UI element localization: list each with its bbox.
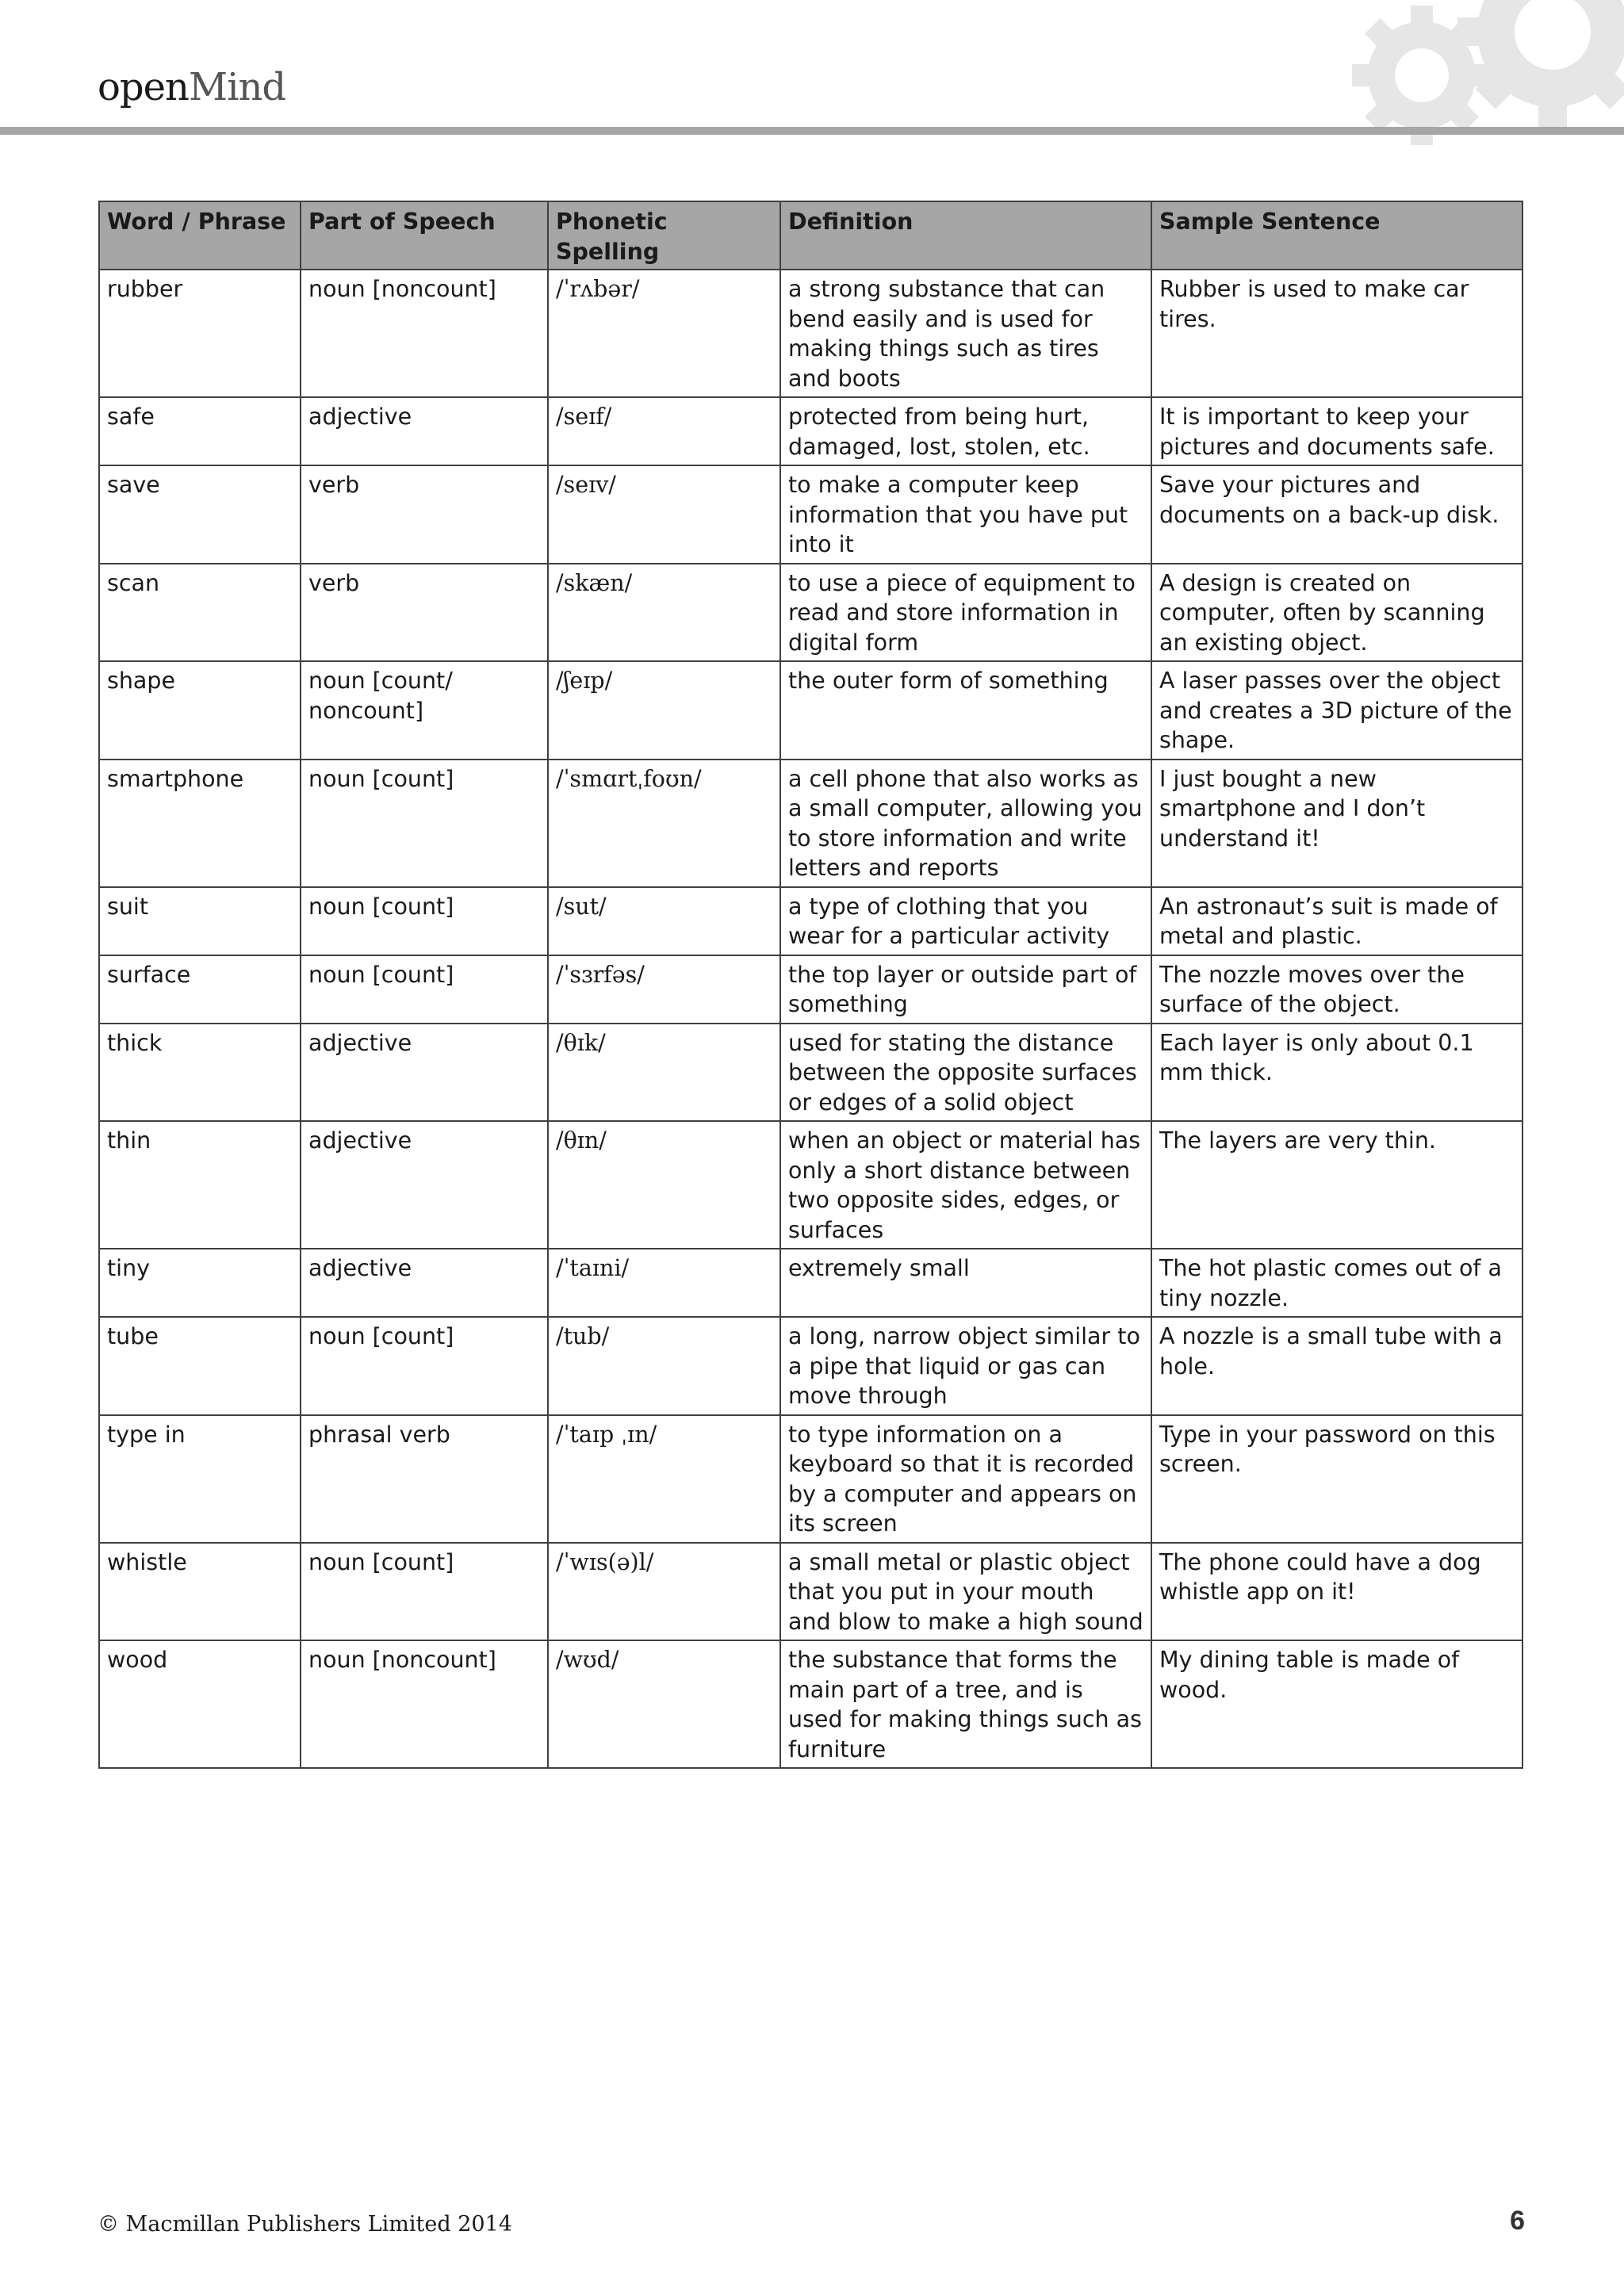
definition-cell: when an object or material has only a short distance between two opposite sides, edges, or surfaces [780, 1121, 1151, 1249]
word-cell: scan [99, 564, 301, 662]
table-header-row [99, 201, 1522, 270]
gears-icon [1291, 0, 1624, 190]
table-row [99, 1024, 1522, 1122]
part-of-speech-cell: noun [count] [301, 955, 548, 1024]
phonetic-cell: /ˈtaɪp ˌɪn/ [548, 1415, 780, 1543]
sample-sentence-cell: The hot plastic comes out of a tiny nozzle. [1151, 1249, 1522, 1317]
phonetic-cell: /ˈrʌbər/ [548, 270, 780, 397]
table-row [99, 1249, 1522, 1317]
header-phonetic: Phonetic Spelling [548, 201, 780, 270]
part-of-speech-cell: adjective [301, 1249, 548, 1317]
table-row [99, 270, 1522, 397]
part-of-speech-cell: adjective [301, 397, 548, 465]
vocabulary-table [98, 201, 1523, 1769]
part-of-speech-cell: noun [count/ noncount] [301, 661, 548, 760]
part-of-speech-cell: adjective [301, 1121, 548, 1249]
part-of-speech-cell: noun [count] [301, 1543, 548, 1641]
table-row [99, 1543, 1522, 1641]
definition-cell: the outer form of something [780, 661, 1151, 760]
definition-cell: a strong substance that can bend easily and is used for making things such as tires and boots [780, 270, 1151, 397]
header-sample-sentence: Sample Sentence [1151, 201, 1522, 270]
part-of-speech-cell: noun [count] [301, 760, 548, 887]
definition-cell: a type of clothing that you wear for a particular activity [780, 887, 1151, 955]
word-cell: wood [99, 1640, 301, 1768]
page-header [0, 0, 1624, 139]
sample-sentence-cell: The phone could have a dog whistle app on it! [1151, 1543, 1522, 1641]
word-cell: save [99, 465, 301, 564]
part-of-speech-cell: adjective [301, 1024, 548, 1122]
sample-sentence-cell: A design is created on computer, often by scanning an existing object. [1151, 564, 1522, 662]
sample-sentence-cell: A laser passes over the object and creates a 3D picture of the shape. [1151, 661, 1522, 760]
word-cell: suit [99, 887, 301, 955]
table-row [99, 1415, 1522, 1543]
word-cell: thin [99, 1121, 301, 1249]
header-word: Word / Phrase [99, 201, 301, 270]
phonetic-cell: /θɪn/ [548, 1121, 780, 1249]
word-cell: surface [99, 955, 301, 1024]
word-cell: rubber [99, 270, 301, 397]
header-definition: Definition [780, 201, 1151, 270]
sample-sentence-cell: I just bought a new smartphone and I don’t understand it! [1151, 760, 1522, 887]
phonetic-cell: /θɪk/ [548, 1024, 780, 1122]
word-cell: shape [99, 661, 301, 760]
word-cell: tiny [99, 1249, 301, 1317]
definition-cell: extremely small [780, 1249, 1151, 1317]
definition-cell: to make a computer keep information that you have put into it [780, 465, 1151, 564]
sample-sentence-cell: Type in your password on this screen. [1151, 1415, 1522, 1543]
definition-cell: to use a piece of equipment to read and store information in digital form [780, 564, 1151, 662]
table-row [99, 661, 1522, 760]
table-row [99, 887, 1522, 955]
phonetic-cell: /ˈwɪs(ə)l/ [548, 1543, 780, 1641]
phonetic-cell: /ˈsmɑrtˌfoʊn/ [548, 760, 780, 887]
part-of-speech-cell: noun [noncount] [301, 270, 548, 397]
table-row [99, 465, 1522, 564]
page-number: 6 [1510, 2206, 1525, 2236]
sample-sentence-cell: The layers are very thin. [1151, 1121, 1522, 1249]
definition-cell: used for stating the distance between the opposite surfaces or edges of a solid object [780, 1024, 1151, 1122]
logo-open: open [98, 65, 189, 109]
word-cell: thick [99, 1024, 301, 1122]
part-of-speech-cell: phrasal verb [301, 1415, 548, 1543]
definition-cell: the top layer or outside part of something [780, 955, 1151, 1024]
part-of-speech-cell: verb [301, 564, 548, 662]
phonetic-cell: /seɪf/ [548, 397, 780, 465]
phonetic-cell: /wʊd/ [548, 1640, 780, 1768]
sample-sentence-cell: An astronaut’s suit is made of metal and plastic. [1151, 887, 1522, 955]
sample-sentence-cell: It is important to keep your pictures and documents safe. [1151, 397, 1522, 465]
word-cell: tube [99, 1317, 301, 1415]
vocabulary-table-wrap [98, 201, 1522, 1769]
definition-cell: to type information on a keyboard so that it is recorded by a computer and appears on its screen [780, 1415, 1151, 1543]
table-row [99, 397, 1522, 465]
table-row [99, 955, 1522, 1024]
part-of-speech-cell: noun [count] [301, 887, 548, 955]
word-cell: safe [99, 397, 301, 465]
definition-cell: a long, narrow object similar to a pipe that liquid or gas can move through [780, 1317, 1151, 1415]
phonetic-cell: /ʃeɪp/ [548, 661, 780, 760]
definition-cell: the substance that forms the main part of a tree, and is used for making things such as furniture [780, 1640, 1151, 1768]
sample-sentence-cell: My dining table is made of wood. [1151, 1640, 1522, 1768]
definition-cell: a small metal or plastic object that you put in your mouth and blow to make a high sound [780, 1543, 1151, 1641]
word-cell: smartphone [99, 760, 301, 887]
header-part-of-speech: Part of Speech [301, 201, 548, 270]
phonetic-cell: /sut/ [548, 887, 780, 955]
phonetic-cell: /ˈsɜrfəs/ [548, 955, 780, 1024]
part-of-speech-cell: noun [count] [301, 1317, 548, 1415]
part-of-speech-cell: noun [noncount] [301, 1640, 548, 1768]
word-cell: type in [99, 1415, 301, 1543]
phonetic-cell: /seɪv/ [548, 465, 780, 564]
sample-sentence-cell: A nozzle is a small tube with a hole. [1151, 1317, 1522, 1415]
copyright-notice: © Macmillan Publishers Limited 2014 [98, 2212, 512, 2237]
table-row [99, 760, 1522, 887]
table-row [99, 1121, 1522, 1249]
part-of-speech-cell: verb [301, 465, 548, 564]
definition-cell: a cell phone that also works as a small computer, allowing you to store information and write letters and reports [780, 760, 1151, 887]
openmind-logo [98, 65, 285, 109]
table-row [99, 1317, 1522, 1415]
sample-sentence-cell: Rubber is used to make car tires. [1151, 270, 1522, 397]
phonetic-cell: /skæn/ [548, 564, 780, 662]
word-cell: whistle [99, 1543, 301, 1641]
definition-cell: protected from being hurt, damaged, lost, stolen, etc. [780, 397, 1151, 465]
table-row [99, 1640, 1522, 1768]
table-row [99, 564, 1522, 662]
phonetic-cell: /tub/ [548, 1317, 780, 1415]
logo-mind: Mind [188, 65, 286, 109]
sample-sentence-cell: Save your pictures and documents on a back-up disk. [1151, 465, 1522, 564]
sample-sentence-cell: The nozzle moves over the surface of the object. [1151, 955, 1522, 1024]
sample-sentence-cell: Each layer is only about 0.1 mm thick. [1151, 1024, 1522, 1122]
phonetic-cell: /ˈtaɪni/ [548, 1249, 780, 1317]
